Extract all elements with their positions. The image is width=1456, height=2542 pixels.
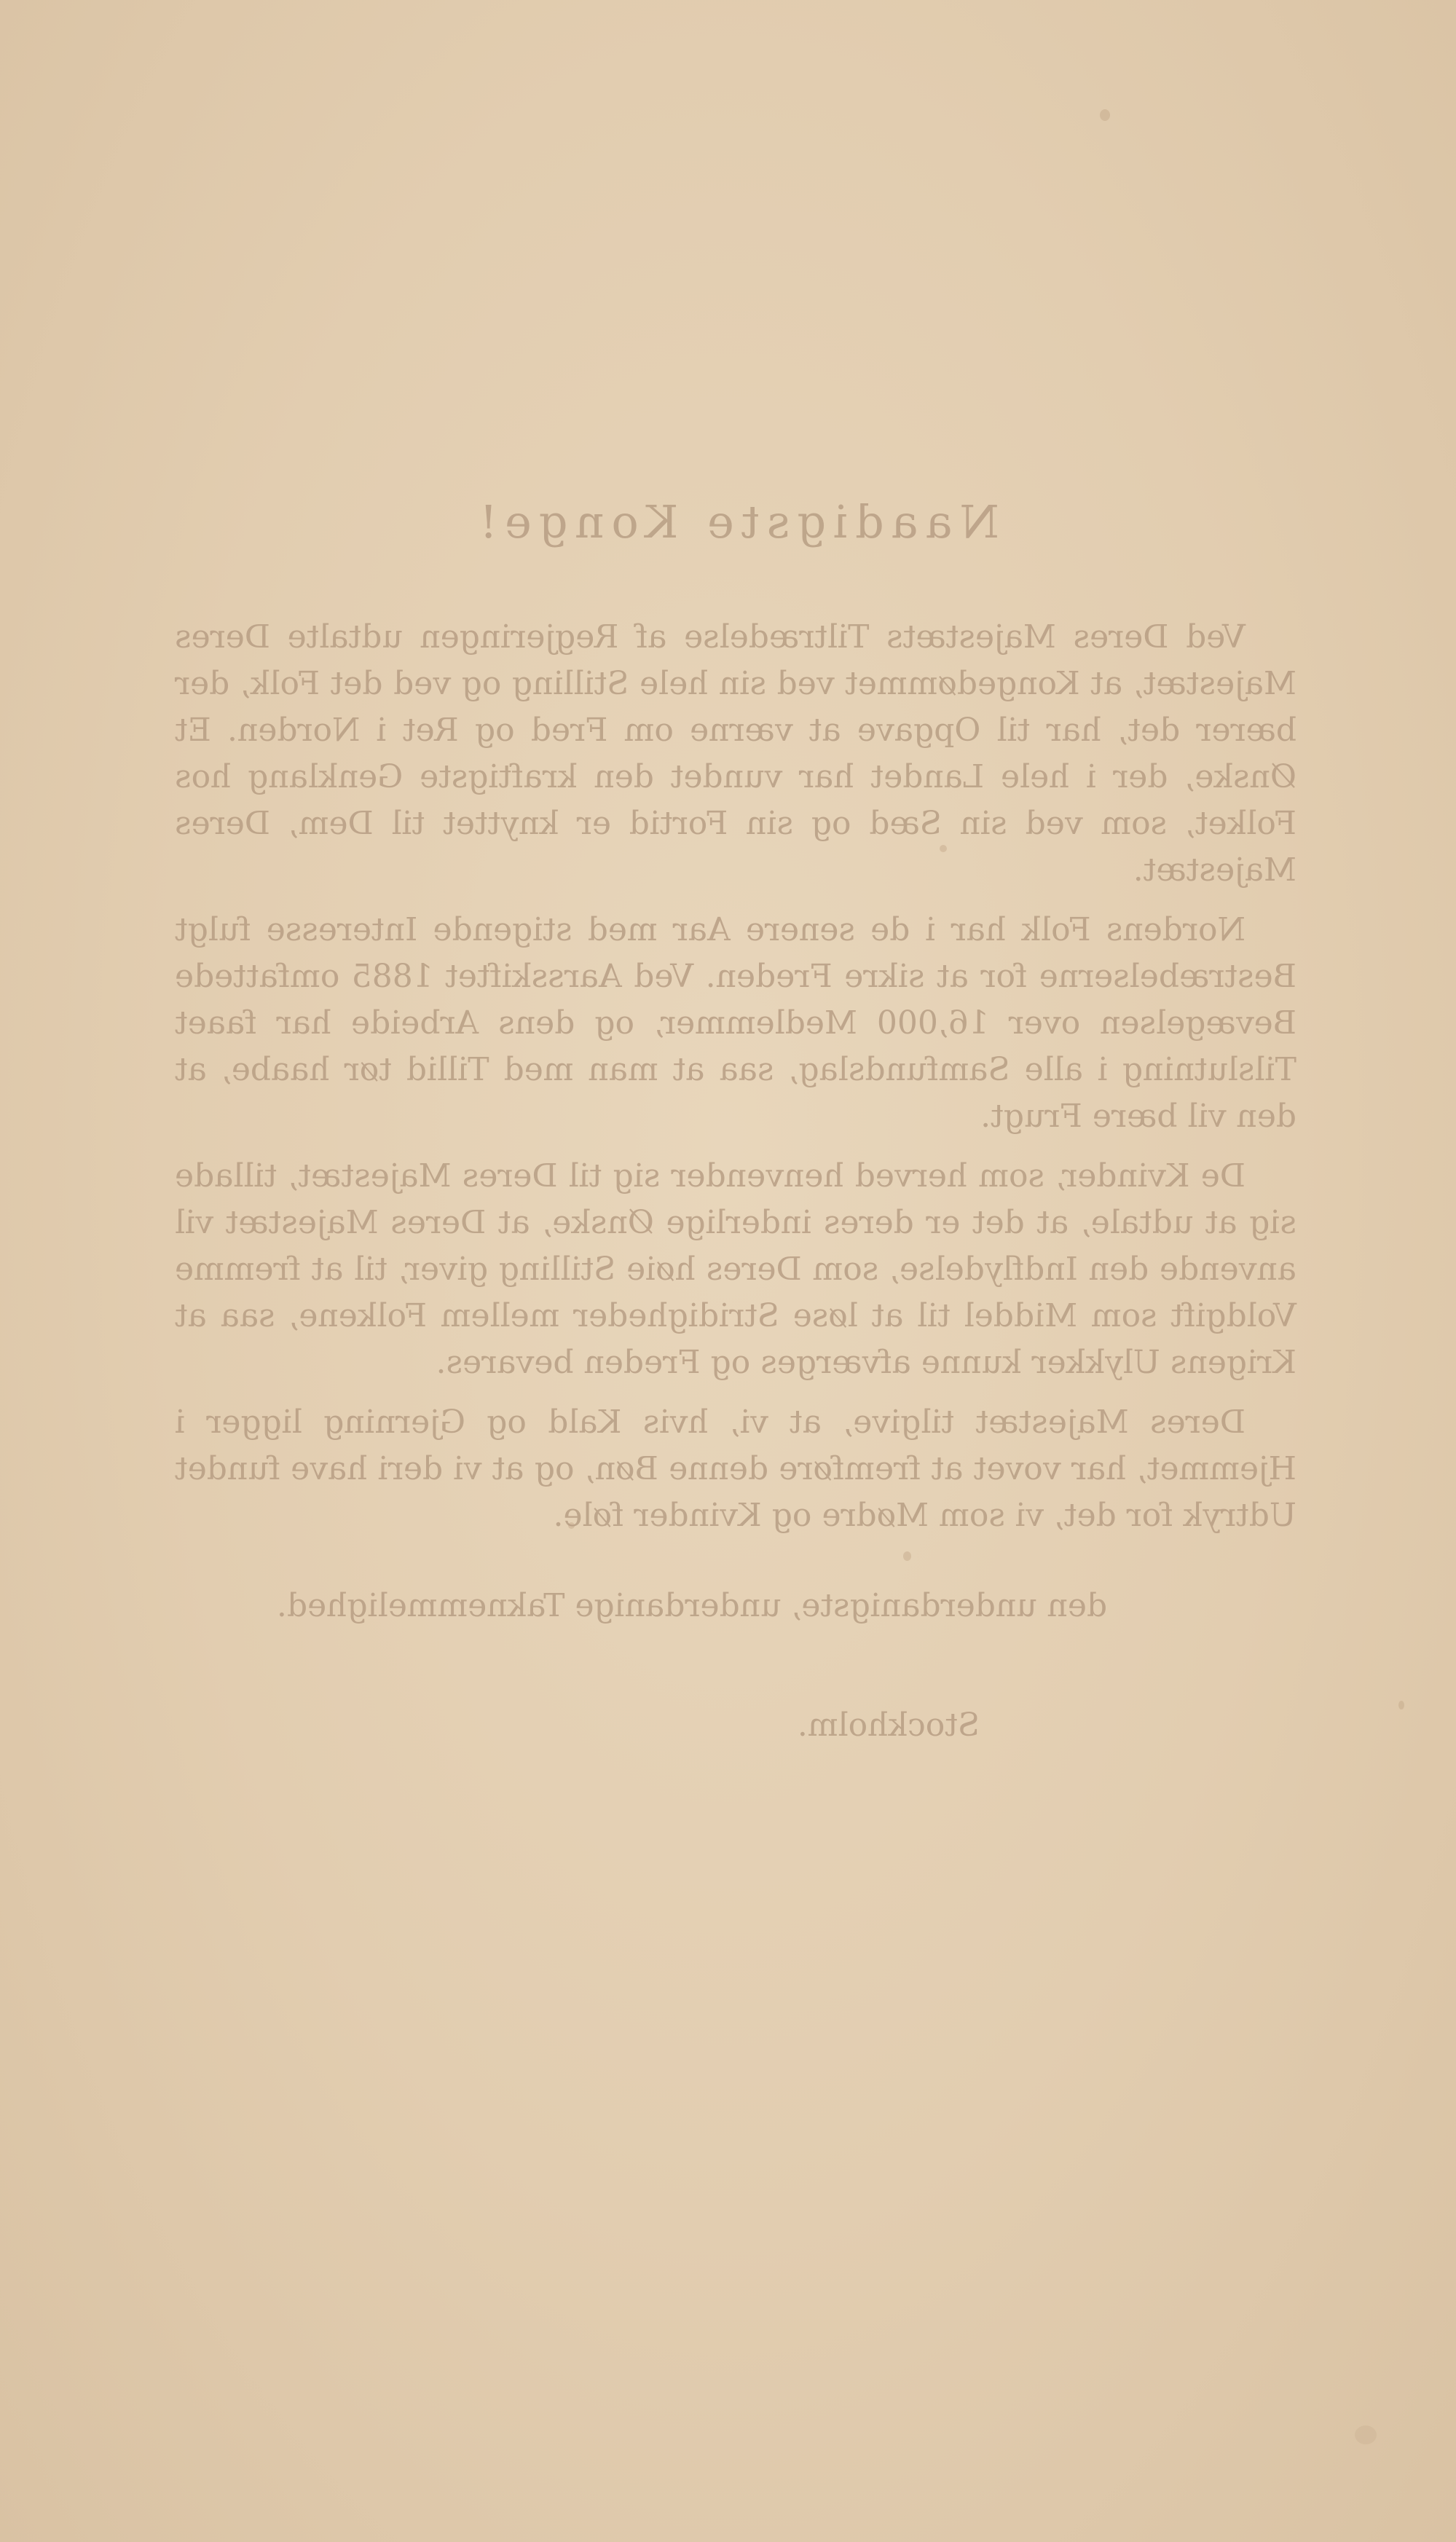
paragraph: Ved Deres Majestæts Tiltrædelse af Regjeringen udtalte Deres Majestæt, at Kongedømmet ved sin hele Stilling og ved det Folk, der bærer det, har til Opgave at værne om Fred og Ret i Norden. Et Ønske, der i hele Landet har vundet den kraftigste Genklang hos Folket, som ved sin Sæd og sin Fortid er knyttet til Dem, Deres Majestæt. [175, 618, 1296, 889]
paper-speck [1100, 109, 1110, 121]
paper-speck [1398, 1701, 1404, 1709]
bleed-through-text [175, 466, 1296, 1749]
paragraph: Deres Majestæt tilgive, at vi, hvis Kald og Gjerning ligger i Hjemmet, har vovet at fremføre denne Bøn, og at vi deri have fundet Udtryk for det, vi som Mødre og Kvinder føle. [175, 1404, 1296, 1534]
place-line: Stockholm. [797, 1707, 980, 1744]
paragraph: Nordens Folk har i de senere Aar med stigende Interesse fulgt Bestræbelserne for at sikre Freden. Ved Aarsskiftet 1885 omfattede Bevægelsen over 16,000 Medlemmer, og dens Arbeide har faaet Tilslutning i alle Samfundslag, saa at man med Tillid tør haabe, at den vil bære Frugt. [175, 911, 1296, 1135]
paragraph: De Kvinder, som herved henvender sig til Deres Majestæt, tillade sig at udtale, at det er deres inderlige Ønske, at Deres Majestæt vil anvende den Indflydelse, som Deres høie Stilling giver, til at fremme Voldgift som Middel til at løse Stridigheder mellem Folkene, saa at Krigens Ulykker kunne afværges og Freden bevares. [175, 1157, 1296, 1381]
closing-line: den underdanigste, underdanige Taknemmelighed. [276, 1587, 1108, 1624]
document-title: Naadigste Konge! [472, 495, 999, 548]
paper-speck [1355, 2425, 1377, 2444]
